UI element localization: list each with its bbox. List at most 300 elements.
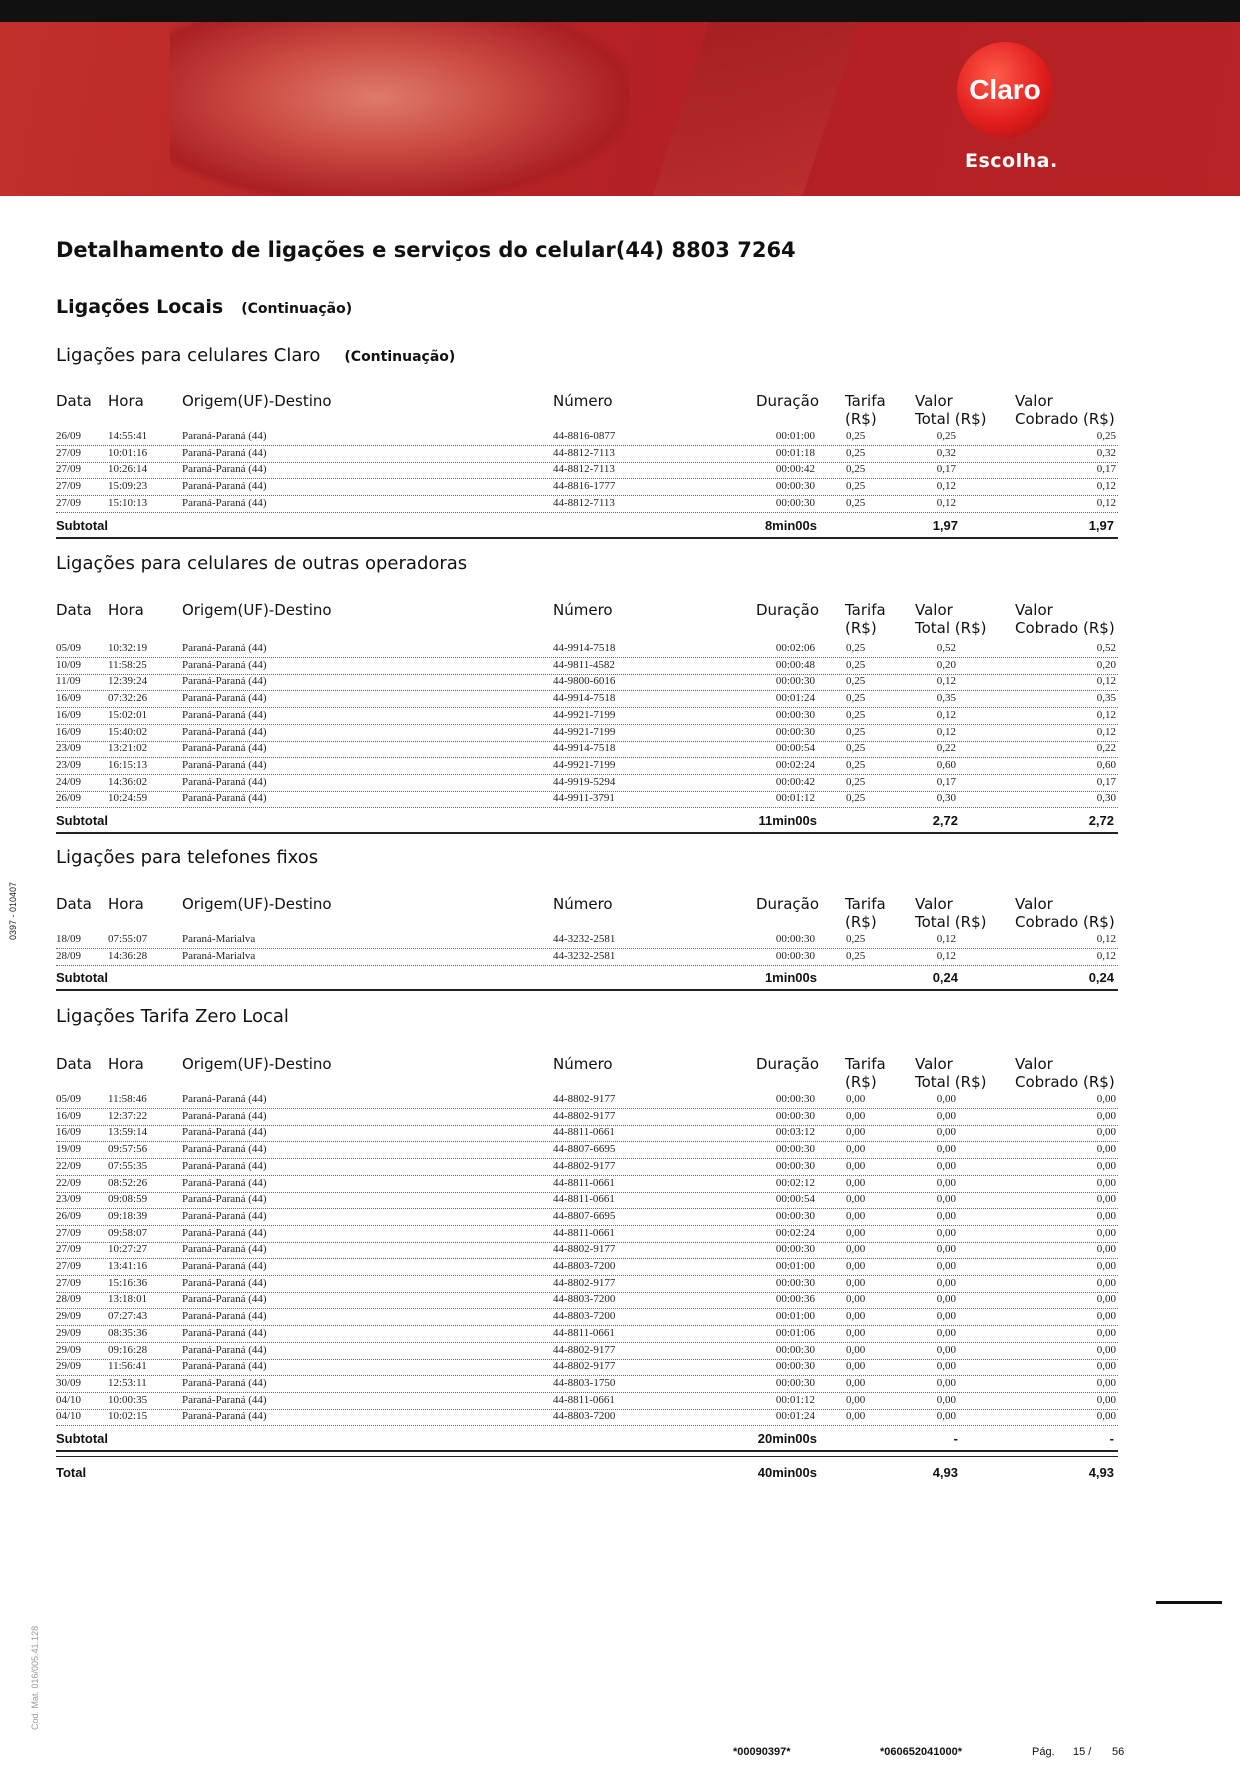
column-header-line: (R$) <box>845 913 877 931</box>
cell-origem: Paraná-Paraná (44) <box>182 1326 267 1339</box>
cell-valor-cobrado: 0,00 <box>1096 1143 1116 1156</box>
column-header <box>182 601 332 619</box>
cell-valor-total: 0,00 <box>936 1176 956 1189</box>
cell-duracao: 00:01:12 <box>775 792 815 805</box>
cell-valor-total: 0,00 <box>936 1276 956 1289</box>
table-row <box>56 658 1118 675</box>
cell-valor-total: 0,20 <box>936 658 956 671</box>
cell-numero: 44-8803-7200 <box>553 1310 616 1323</box>
table-row <box>56 462 1118 479</box>
cell-tarifa: 0,25 <box>846 949 866 962</box>
cell-valor-cobrado: 0,17 <box>1096 463 1116 476</box>
column-header-line: Origem(UF)-Destino <box>182 601 332 619</box>
cell-tarifa: 0,00 <box>846 1276 866 1289</box>
cell-duracao: 00:00:30 <box>775 675 815 688</box>
total-duration: 40min00s <box>757 1465 817 1480</box>
footer-code-2: *060652041000* <box>880 1746 962 1758</box>
subtotal-duration: 1min00s <box>764 970 817 986</box>
table-row <box>56 949 1118 966</box>
cell-hora: 15:09:23 <box>108 480 148 493</box>
cell-valor-cobrado: 0,12 <box>1096 708 1116 721</box>
cell-duracao: 00:03:12 <box>775 1126 815 1139</box>
cell-numero: 44-8802-9177 <box>553 1109 616 1122</box>
cell-tarifa: 0,25 <box>846 742 866 755</box>
cell-duracao: 00:00:30 <box>775 949 815 962</box>
cell-valor-total: 0,00 <box>936 1109 956 1122</box>
total-valor-total: 4,93 <box>932 1465 958 1480</box>
column-header-line: Tarifa <box>845 392 886 410</box>
cell-numero: 44-8811-0661 <box>553 1176 615 1189</box>
cell-valor-total: 0,00 <box>936 1159 956 1172</box>
cell-duracao: 00:00:30 <box>775 1360 815 1373</box>
subtotal-row <box>56 967 1118 991</box>
page-number: 15 / <box>1073 1746 1092 1758</box>
cell-valor-total: 0,12 <box>936 496 956 509</box>
cell-valor-total: 0,35 <box>936 692 956 705</box>
cell-valor-total: 0,17 <box>936 775 956 788</box>
claro-logo <box>957 42 1053 138</box>
table-row <box>56 1409 1118 1426</box>
total-valor-cobrado: 4,93 <box>1088 1465 1114 1480</box>
cell-duracao: 00:00:30 <box>775 480 815 493</box>
total-label: Total <box>56 1465 87 1480</box>
cell-tarifa: 0,25 <box>846 933 866 945</box>
column-header-line: Hora <box>108 392 144 410</box>
cell-tarifa: 0,25 <box>846 758 866 771</box>
cell-numero: 44-8811-0661 <box>553 1193 615 1206</box>
cell-valor-total: 0,12 <box>936 949 956 962</box>
cell-data: 22/09 <box>56 1176 82 1189</box>
table-row <box>56 1309 1118 1326</box>
column-header-line: Valor <box>1015 392 1053 410</box>
cell-valor-cobrado: 0,32 <box>1096 446 1116 459</box>
cell-tarifa: 0,00 <box>846 1159 866 1172</box>
grand-total-row <box>56 1456 1118 1485</box>
column-header <box>915 392 986 428</box>
cell-duracao: 00:02:24 <box>775 758 815 771</box>
cell-numero: 44-8803-7200 <box>553 1260 616 1272</box>
table-row <box>56 708 1118 725</box>
cell-data: 05/09 <box>56 642 82 654</box>
cell-hora: 09:18:39 <box>108 1209 148 1222</box>
cell-hora: 14:36:28 <box>108 949 148 962</box>
column-header-line: Número <box>553 1055 613 1073</box>
cell-origem: Paraná-Paraná (44) <box>182 675 267 688</box>
table-row <box>56 1376 1118 1393</box>
column-header-line: Total (R$) <box>915 913 987 931</box>
cell-hora: 14:55:41 <box>108 430 148 442</box>
cell-valor-cobrado: 0,12 <box>1096 725 1116 738</box>
section-title <box>56 296 352 318</box>
cell-hora: 09:58:07 <box>108 1226 148 1239</box>
cell-valor-total: 0,00 <box>936 1260 956 1272</box>
column-header-line: Número <box>553 392 613 410</box>
cell-valor-cobrado: 0,12 <box>1096 949 1116 962</box>
table-row <box>56 641 1118 658</box>
cell-origem: Paraná-Paraná (44) <box>182 1176 267 1189</box>
cell-tarifa: 0,00 <box>846 1226 866 1239</box>
cell-origem: Paraná-Paraná (44) <box>182 1376 267 1389</box>
column-header-line: Duração <box>756 392 820 410</box>
cell-tarifa: 0,25 <box>846 708 866 721</box>
cell-origem: Paraná-Paraná (44) <box>182 1310 267 1323</box>
table-row <box>56 1276 1118 1293</box>
cell-numero: 44-8811-0661 <box>553 1226 615 1239</box>
cell-duracao: 00:00:54 <box>775 1193 815 1206</box>
cell-valor-total: 0,00 <box>936 1376 956 1389</box>
subtotal-valor-cobrado: 2,72 <box>1088 813 1114 828</box>
column-header <box>915 601 986 637</box>
cell-origem: Paraná-Paraná (44) <box>182 775 267 788</box>
cell-data: 16/09 <box>56 708 82 721</box>
cell-tarifa: 0,25 <box>846 463 866 476</box>
cell-data: 27/09 <box>56 480 82 493</box>
cell-origem: Paraná-Paraná (44) <box>182 430 267 442</box>
cell-duracao: 00:00:48 <box>775 658 815 671</box>
cell-data: 23/09 <box>56 1193 82 1206</box>
column-header <box>1015 895 1115 931</box>
cell-valor-cobrado: 0,00 <box>1096 1243 1116 1256</box>
cell-duracao: 00:02:06 <box>775 642 815 654</box>
cell-numero: 44-9914-7518 <box>553 692 616 705</box>
cell-duracao: 00:00:30 <box>775 1376 815 1389</box>
cell-numero: 44-8816-1777 <box>553 480 616 493</box>
cell-origem: Paraná-Paraná (44) <box>182 658 267 671</box>
cell-duracao: 00:00:30 <box>775 725 815 738</box>
cell-numero: 44-8811-0661 <box>553 1393 615 1406</box>
cell-hora: 09:57:56 <box>108 1143 148 1156</box>
cell-numero: 44-9921-7199 <box>553 725 616 738</box>
column-header <box>756 1055 819 1073</box>
cell-origem: Paraná-Paraná (44) <box>182 758 267 771</box>
cell-tarifa: 0,25 <box>846 496 866 509</box>
cell-hora: 08:35:36 <box>108 1326 148 1339</box>
cell-duracao: 00:00:30 <box>775 1209 815 1222</box>
cell-hora: 16:15:13 <box>108 758 148 771</box>
group-title-continuation: (Continuação) <box>344 349 456 365</box>
cell-tarifa: 0,25 <box>846 692 866 705</box>
cell-valor-cobrado: 0,00 <box>1096 1209 1116 1222</box>
cell-valor-total: 0,12 <box>936 675 956 688</box>
cell-tarifa: 0,00 <box>846 1243 866 1256</box>
banner-photo-arm <box>644 22 865 196</box>
cell-tarifa: 0,25 <box>846 725 866 738</box>
column-header-line: Valor <box>1015 601 1053 619</box>
cell-valor-cobrado: 0,00 <box>1096 1360 1116 1373</box>
column-header-line: Valor <box>915 601 953 619</box>
column-header-line: Número <box>553 895 613 913</box>
cell-valor-total: 0,00 <box>936 1226 956 1239</box>
cell-numero: 44-9811-4582 <box>553 658 615 671</box>
column-header-line: Cobrado (R$) <box>1015 619 1115 637</box>
table-row <box>56 775 1118 792</box>
cell-duracao: 00:01:06 <box>775 1326 815 1339</box>
cell-hora: 13:59:14 <box>108 1126 148 1139</box>
material-code: Cod. Mat. 016/005.41.128 <box>30 1625 40 1730</box>
column-header-line: Duração <box>756 1055 820 1073</box>
cell-valor-cobrado: 0,12 <box>1096 933 1116 945</box>
cell-numero: 44-8803-7200 <box>553 1410 616 1423</box>
cell-origem: Paraná-Paraná (44) <box>182 725 267 738</box>
column-header-line: Duração <box>756 895 820 913</box>
cell-hora: 08:52:26 <box>108 1176 148 1189</box>
cell-origem: Paraná-Marialva <box>182 949 256 962</box>
section-label: Ligações Locais <box>56 296 224 318</box>
cell-tarifa: 0,00 <box>846 1193 866 1206</box>
column-header-line: Tarifa <box>845 1055 886 1073</box>
column-header <box>756 392 819 410</box>
cell-hora: 10:26:14 <box>108 463 148 476</box>
column-header-line: Data <box>56 1055 92 1073</box>
cell-valor-total: 0,00 <box>936 1293 956 1306</box>
column-header-line: Valor <box>915 895 953 913</box>
cell-origem: Paraná-Paraná (44) <box>182 1143 267 1156</box>
cell-data: 27/09 <box>56 1226 82 1239</box>
cell-hora: 12:53:11 <box>108 1376 147 1389</box>
cell-hora: 10:02:15 <box>108 1410 148 1423</box>
cell-valor-total: 0,12 <box>936 933 956 945</box>
cell-numero: 44-8811-0661 <box>553 1126 615 1139</box>
cell-origem: Paraná-Paraná (44) <box>182 1209 267 1222</box>
cell-valor-cobrado: 0,00 <box>1096 1126 1116 1139</box>
subtotal-valor-cobrado: 1,97 <box>1088 517 1114 533</box>
cell-origem: Paraná-Paraná (44) <box>182 1293 267 1306</box>
cell-tarifa: 0,25 <box>846 642 866 654</box>
cell-valor-cobrado: 0,00 <box>1096 1109 1116 1122</box>
cell-data: 23/09 <box>56 758 82 771</box>
cell-data: 27/09 <box>56 1243 82 1256</box>
cell-origem: Paraná-Paraná (44) <box>182 1159 267 1172</box>
cell-hora: 07:32:26 <box>108 692 148 705</box>
cell-origem: Paraná-Paraná (44) <box>182 1393 267 1406</box>
table-row <box>56 1393 1118 1410</box>
cell-hora: 13:18:01 <box>108 1293 148 1306</box>
table-row <box>56 725 1118 742</box>
page-count: 56 <box>1112 1746 1125 1758</box>
table-row <box>56 1259 1118 1276</box>
cell-tarifa: 0,00 <box>846 1176 866 1189</box>
column-header-line: Valor <box>1015 1055 1053 1073</box>
cell-hora: 14:36:02 <box>108 775 148 788</box>
cell-tarifa: 0,25 <box>846 430 866 442</box>
column-header <box>553 392 613 410</box>
cell-duracao: 00:00:30 <box>775 1276 815 1289</box>
cell-data: 27/09 <box>56 463 82 476</box>
cell-numero: 44-8803-7200 <box>553 1293 616 1306</box>
column-header <box>1015 601 1115 637</box>
table-row <box>56 429 1118 446</box>
cell-data: 26/09 <box>56 430 82 442</box>
column-header <box>56 1055 92 1073</box>
cell-numero: 44-9914-7518 <box>553 742 616 755</box>
subtotal-valor-total: 1,97 <box>932 517 958 533</box>
cell-valor-cobrado: 0,12 <box>1096 675 1116 688</box>
cell-origem: Paraná-Paraná (44) <box>182 1260 267 1272</box>
cell-valor-cobrado: 0,00 <box>1096 1393 1116 1406</box>
cell-origem: Paraná-Paraná (44) <box>182 463 267 476</box>
cell-origem: Paraná-Paraná (44) <box>182 708 267 721</box>
cell-tarifa: 0,00 <box>846 1126 866 1139</box>
cell-numero: 44-8807-6695 <box>553 1209 616 1222</box>
column-header <box>1015 1055 1115 1091</box>
table-row <box>56 1176 1118 1193</box>
cell-valor-total: 0,30 <box>936 792 956 805</box>
cell-valor-total: 0,00 <box>936 1410 956 1423</box>
subtotal-label: Subtotal <box>56 813 108 828</box>
cell-data: 26/09 <box>56 792 82 805</box>
cell-duracao: 00:00:54 <box>775 742 815 755</box>
group-title-label: Ligações para celulares Claro <box>56 345 321 366</box>
cell-valor-total: 0,00 <box>936 1126 956 1139</box>
group-title <box>56 345 455 366</box>
cell-tarifa: 0,00 <box>846 1093 866 1105</box>
column-header-line: Valor <box>915 392 953 410</box>
group-title-label: Ligações para telefones fixos <box>56 847 319 868</box>
cell-valor-total: 0,00 <box>936 1310 956 1323</box>
cell-origem: Paraná-Paraná (44) <box>182 1226 267 1239</box>
logo-tagline: Escolha. <box>965 150 1058 172</box>
column-header <box>182 895 332 913</box>
cell-valor-cobrado: 0,12 <box>1096 496 1116 509</box>
cell-valor-total: 0,25 <box>936 430 956 442</box>
section-continuation: (Continuação) <box>241 301 353 317</box>
cell-tarifa: 0,00 <box>846 1393 866 1406</box>
cell-data: 18/09 <box>56 933 82 945</box>
cell-numero: 44-8812-7113 <box>553 446 615 459</box>
group-title-label: Ligações para celulares de outras operadoras <box>56 553 468 574</box>
column-header <box>915 1055 986 1091</box>
column-header <box>845 392 886 428</box>
column-header-line: Total (R$) <box>915 1073 987 1091</box>
cell-duracao: 00:02:12 <box>775 1176 815 1189</box>
table-row <box>56 1159 1118 1176</box>
cell-numero: 44-8812-7113 <box>553 496 615 509</box>
cell-data: 16/09 <box>56 692 82 705</box>
cell-origem: Paraná-Paraná (44) <box>182 1243 267 1256</box>
cell-valor-cobrado: 0,00 <box>1096 1276 1116 1289</box>
cell-valor-total: 0,12 <box>936 480 956 493</box>
cell-data: 04/10 <box>56 1410 82 1423</box>
cell-valor-total: 0,00 <box>936 1343 956 1356</box>
cell-valor-cobrado: 0,25 <box>1096 430 1116 442</box>
table-row <box>56 446 1118 463</box>
cell-data: 27/09 <box>56 1276 82 1289</box>
cell-valor-cobrado: 0,00 <box>1096 1260 1116 1272</box>
cell-tarifa: 0,00 <box>846 1209 866 1222</box>
cell-numero: 44-9800-6016 <box>553 675 616 688</box>
cell-valor-cobrado: 0,60 <box>1096 758 1116 771</box>
cell-hora: 15:16:36 <box>108 1276 148 1289</box>
cell-duracao: 00:00:30 <box>775 708 815 721</box>
cell-valor-cobrado: 0,00 <box>1096 1310 1116 1323</box>
cell-tarifa: 0,00 <box>846 1143 866 1156</box>
column-header-line: Origem(UF)-Destino <box>182 895 332 913</box>
cell-valor-cobrado: 0,30 <box>1096 792 1116 805</box>
cell-origem: Paraná-Paraná (44) <box>182 1276 267 1289</box>
cell-tarifa: 0,25 <box>846 675 866 688</box>
table-row <box>56 479 1118 496</box>
subtotal-valor-cobrado: 0,24 <box>1088 970 1114 986</box>
table-row <box>56 1359 1118 1376</box>
column-header-line: Tarifa <box>845 895 886 913</box>
cell-numero: 44-9921-7199 <box>553 758 616 771</box>
cell-valor-cobrado: 0,00 <box>1096 1293 1116 1306</box>
cell-data: 27/09 <box>56 496 82 509</box>
cell-valor-total: 0,32 <box>936 446 956 459</box>
cell-duracao: 00:01:00 <box>775 430 815 442</box>
cell-numero: 44-3232-2581 <box>553 949 616 962</box>
cell-data: 23/09 <box>56 742 82 755</box>
cell-valor-total: 0,22 <box>936 742 956 755</box>
cell-numero: 44-9921-7199 <box>553 708 616 721</box>
cell-hora: 09:16:28 <box>108 1343 148 1356</box>
cell-valor-total: 0,00 <box>936 1393 956 1406</box>
column-header-line: Origem(UF)-Destino <box>182 1055 332 1073</box>
column-header-line: Data <box>56 601 92 619</box>
cell-data: 26/09 <box>56 1209 82 1222</box>
column-header <box>108 1055 144 1073</box>
cell-valor-cobrado: 0,00 <box>1096 1093 1116 1105</box>
cell-duracao: 00:01:00 <box>775 1260 815 1272</box>
column-header <box>56 392 92 410</box>
subtotal-valor-total: 2,72 <box>932 813 958 828</box>
cell-data: 29/09 <box>56 1360 82 1373</box>
cell-numero: 44-8807-6695 <box>553 1143 616 1156</box>
cell-data: 19/09 <box>56 1143 82 1156</box>
cell-hora: 10:24:59 <box>108 792 148 805</box>
table-row <box>56 674 1118 691</box>
cell-numero: 44-8802-9177 <box>553 1159 616 1172</box>
cell-hora: 15:10:13 <box>108 496 148 509</box>
column-header <box>915 895 986 931</box>
cell-tarifa: 0,25 <box>846 775 866 788</box>
cell-tarifa: 0,25 <box>846 446 866 459</box>
cell-valor-cobrado: 0,20 <box>1096 658 1116 671</box>
cell-hora: 13:21:02 <box>108 742 148 755</box>
cell-data: 10/09 <box>56 658 82 671</box>
cell-valor-cobrado: 0,22 <box>1096 742 1116 755</box>
cell-numero: 44-8802-9177 <box>553 1360 616 1373</box>
subtotal-valor-total: 0,24 <box>932 970 958 986</box>
column-header <box>553 1055 613 1073</box>
subtotal-duration: 8min00s <box>764 517 817 533</box>
cell-hora: 10:32:19 <box>108 642 148 654</box>
column-header-line: Valor <box>915 1055 953 1073</box>
cell-origem: Paraná-Paraná (44) <box>182 1360 267 1373</box>
cell-duracao: 00:00:42 <box>775 463 815 476</box>
cell-valor-total: 0,00 <box>936 1193 956 1206</box>
cell-valor-cobrado: 0,00 <box>1096 1410 1116 1423</box>
cell-hora: 12:39:24 <box>108 675 148 688</box>
cell-data: 29/09 <box>56 1343 82 1356</box>
column-header <box>553 601 613 619</box>
cell-valor-cobrado: 0,17 <box>1096 775 1116 788</box>
cell-origem: Paraná-Paraná (44) <box>182 1343 267 1356</box>
page-label: Pág. <box>1032 1746 1055 1758</box>
column-header <box>108 601 144 619</box>
cell-data: 16/09 <box>56 725 82 738</box>
column-header-line: Data <box>56 392 92 410</box>
cell-duracao: 00:00:30 <box>775 1343 815 1356</box>
column-header-line: Hora <box>108 1055 144 1073</box>
cell-origem: Paraná-Paraná (44) <box>182 1109 267 1122</box>
table-row <box>56 496 1118 513</box>
cell-duracao: 00:00:30 <box>775 496 815 509</box>
cell-hora: 07:27:43 <box>108 1310 148 1323</box>
cell-data: 04/10 <box>56 1393 82 1406</box>
cell-valor-total: 0,52 <box>936 642 956 654</box>
cell-valor-total: 0,12 <box>936 708 956 721</box>
